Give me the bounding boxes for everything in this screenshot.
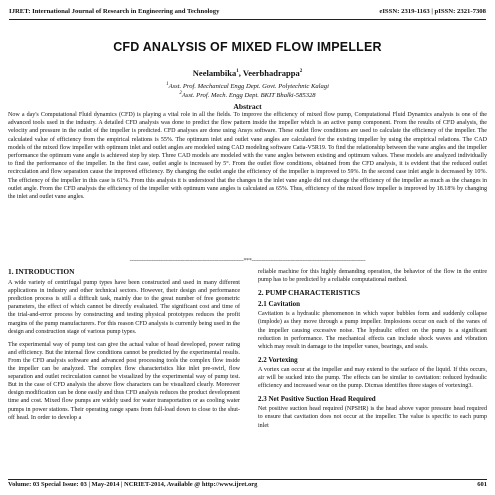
- footer-divider: [8, 479, 487, 480]
- author-2: Veerbhadrappa: [242, 68, 300, 78]
- affiliation-1-mark: 1: [166, 82, 169, 87]
- affiliation-1: [0, 82, 495, 90]
- author-line: [0, 68, 495, 78]
- intro-paragraph-2: The experimental way of pump test can give the actual value of head developed, power rating and efficiency. But the internal flow conditions cannot be predicted by the experimental results. From the CFD analysis software and advanced post processing tools the complex flow inside the impeller can be analyzed. The complex flow characteristics like inlet pre-swirl, flow separation and outlet recirculation cannot be visualized by the experimental way of pump test. But in the case of CFD analysis the above flow characters can be visualized clearly. Moreover design modification can be done easily and thus CFD analysis reduces the product development time and cost. Mixed flow pumps are widely used for water transportation or as cooling water pumps in power stations. Their operating range spans from full-load down to close to the shut-off head. In order to develop a: [8, 341, 240, 421]
- vortexing-paragraph: A vortex can occur at the impeller and may extend to the surface of the liquid. If this occurs, air will be sucked into the pump. The effects can be similar to cavitation: reduced hydraulic efficiency and increased wear on the pump. Dicmas identifies three stages of vortexing3.: [258, 366, 487, 390]
- affiliation-2: [0, 91, 495, 99]
- paper-title: CFD ANALYSIS OF MIXED FLOW IMPELLER: [113, 40, 382, 54]
- intro-paragraph-continued: reliable machine for this highly demanding operation, the behavior of the flow in the entire pump has to be predicted by a reliable computational method.: [258, 269, 487, 284]
- pump-characteristics-heading: 2. PUMP CHARACTERISTICS: [258, 288, 361, 298]
- header-divider: [9, 19, 486, 20]
- running-header: [9, 4, 486, 18]
- running-footer: [8, 481, 487, 488]
- author-1-mark: 1: [236, 69, 239, 75]
- affiliation-2-mark: 2: [179, 91, 182, 96]
- right-column: [258, 268, 487, 435]
- issn-info: eISSN: 2319-1163 | pISSN: 2321-7308: [379, 7, 486, 15]
- section-separator: -------------------------------------------------------------------***-------------------------------------------------------------------: [129, 258, 366, 264]
- affiliation-2-text: Asst. Prof. Mech. Engg Dept. BKIT Bhalki-585328: [181, 92, 316, 100]
- page-number: 601: [477, 481, 487, 488]
- author-1: Neelambika: [192, 68, 237, 78]
- affiliation-1-text: Asst. Prof. Mechanical Engg Dept. Govt. Polytechnic Kalagi: [168, 83, 329, 91]
- left-column: [8, 268, 240, 427]
- intro-paragraph-1: A wide variety of centrifugal pump types have been constructed and used in many different applications in industry and other technical sectors. However, their design and performance prediction process is still a difficult task, mainly due to the great number of free geometric parameters, the effect of which cannot be directly evaluated. The significant cost and time of the trial-and-error process by constructing and testing physical prototypes reduces the profit margins of the pump manufacturers. For this reason CFD analysis is currently being used in the design and construction stage of various pump types.: [8, 280, 240, 335]
- abstract-heading: Abstract: [233, 102, 262, 111]
- volume-info: Volume: 03 Special Issue: 03 | May-2014 | NCRIET-2014, Available @ http://www.ijret.org: [8, 481, 258, 488]
- introduction-heading: 1. INTRODUCTION: [8, 267, 75, 276]
- npshr-heading: 2.3 Net Positive Suction Head Required: [258, 395, 376, 404]
- vortexing-heading: 2.2 Vortexing: [258, 355, 298, 364]
- npshr-paragraph: Net positive suction head required (NPSHR) is the head above vapor pressure head required to ensure that cavitation does not occur at the impeller. The value is specific to each pump inlet: [258, 406, 487, 429]
- author-separator: ,: [238, 68, 243, 78]
- journal-name: IJRET: International Journal of Research in Engineering and Technology: [9, 7, 220, 15]
- cavitation-paragraph: Cavitation is a hydraulic phenomenon in which vapor bubbles form and suddenly collapse (implode) as they move through a pump impeller. Implosions occur on each of the vanes of the impeller causing excessive noise. The hydraulic effect on the pump is a significant reduction in performance. The mechanical effects can include shock waves and vibration which may result in damage to the impeller vanes, bearings, and seals.: [258, 311, 487, 350]
- abstract-body: Now a day's Computational Fluid dynamics (CFD) is playing a vital role in all the fields. To improve the efficiency of mixed flow pump, Computational Fluid Dynamics analysis is one of the advanced tools used in the industry. A detailed CFD analysis was done to predict the flow pattern inside the impeller which is an active pump component. From the results of CFD analysis, the velocity and pressure in the outlet of the impeller is predicted. CFD analyses are done using Ansys software. These outlet flow conditions are used to calculate the efficiency of the impeller. The calculated value of efficiency from the empirical relations is 55%. The optimum inlet and outlet vane angles are calculated for the existing impeller by using the empirical relations. The CAD models of the mixed flow impeller with optimum inlet and outlet angles are modeled using CAD modeling software Catia-V5R19. To find the relationship between the vane angles and the impeller performance the optimum vane angle is achieved step by step. Three CAD models are modeled with the vane angles between existing and optimum values. These models are analyzed individually to find the performance of the impeller. In the first case, outlet angle is increased by 5°. From the outlet flow conditions, obtained from the CFD analysis, it is evident that the reduced outlet recirculation and flow separation cause the improved efficiency. By changing the outlet angle the efficiency of the impeller is improved to 59%. In the second case inlet angle is decreased by 10%. The efficiency of the impeller in this case is 61%. From this analysis it is understood that the changes in the inlet vane angle did not change the efficiency of the impeller as much as the changes in outlet angle. From the CFD analysis the efficiency of the impeller with optimum vane angles is calculated as 65%. Thus, efficiency of the mixed flow impeller is improved by 18.18% by changing the inlet and outlet vane angles.: [8, 112, 487, 201]
- cavitation-heading: 2.1 Cavitation: [258, 300, 300, 309]
- author-2-mark: 2: [299, 69, 303, 75]
